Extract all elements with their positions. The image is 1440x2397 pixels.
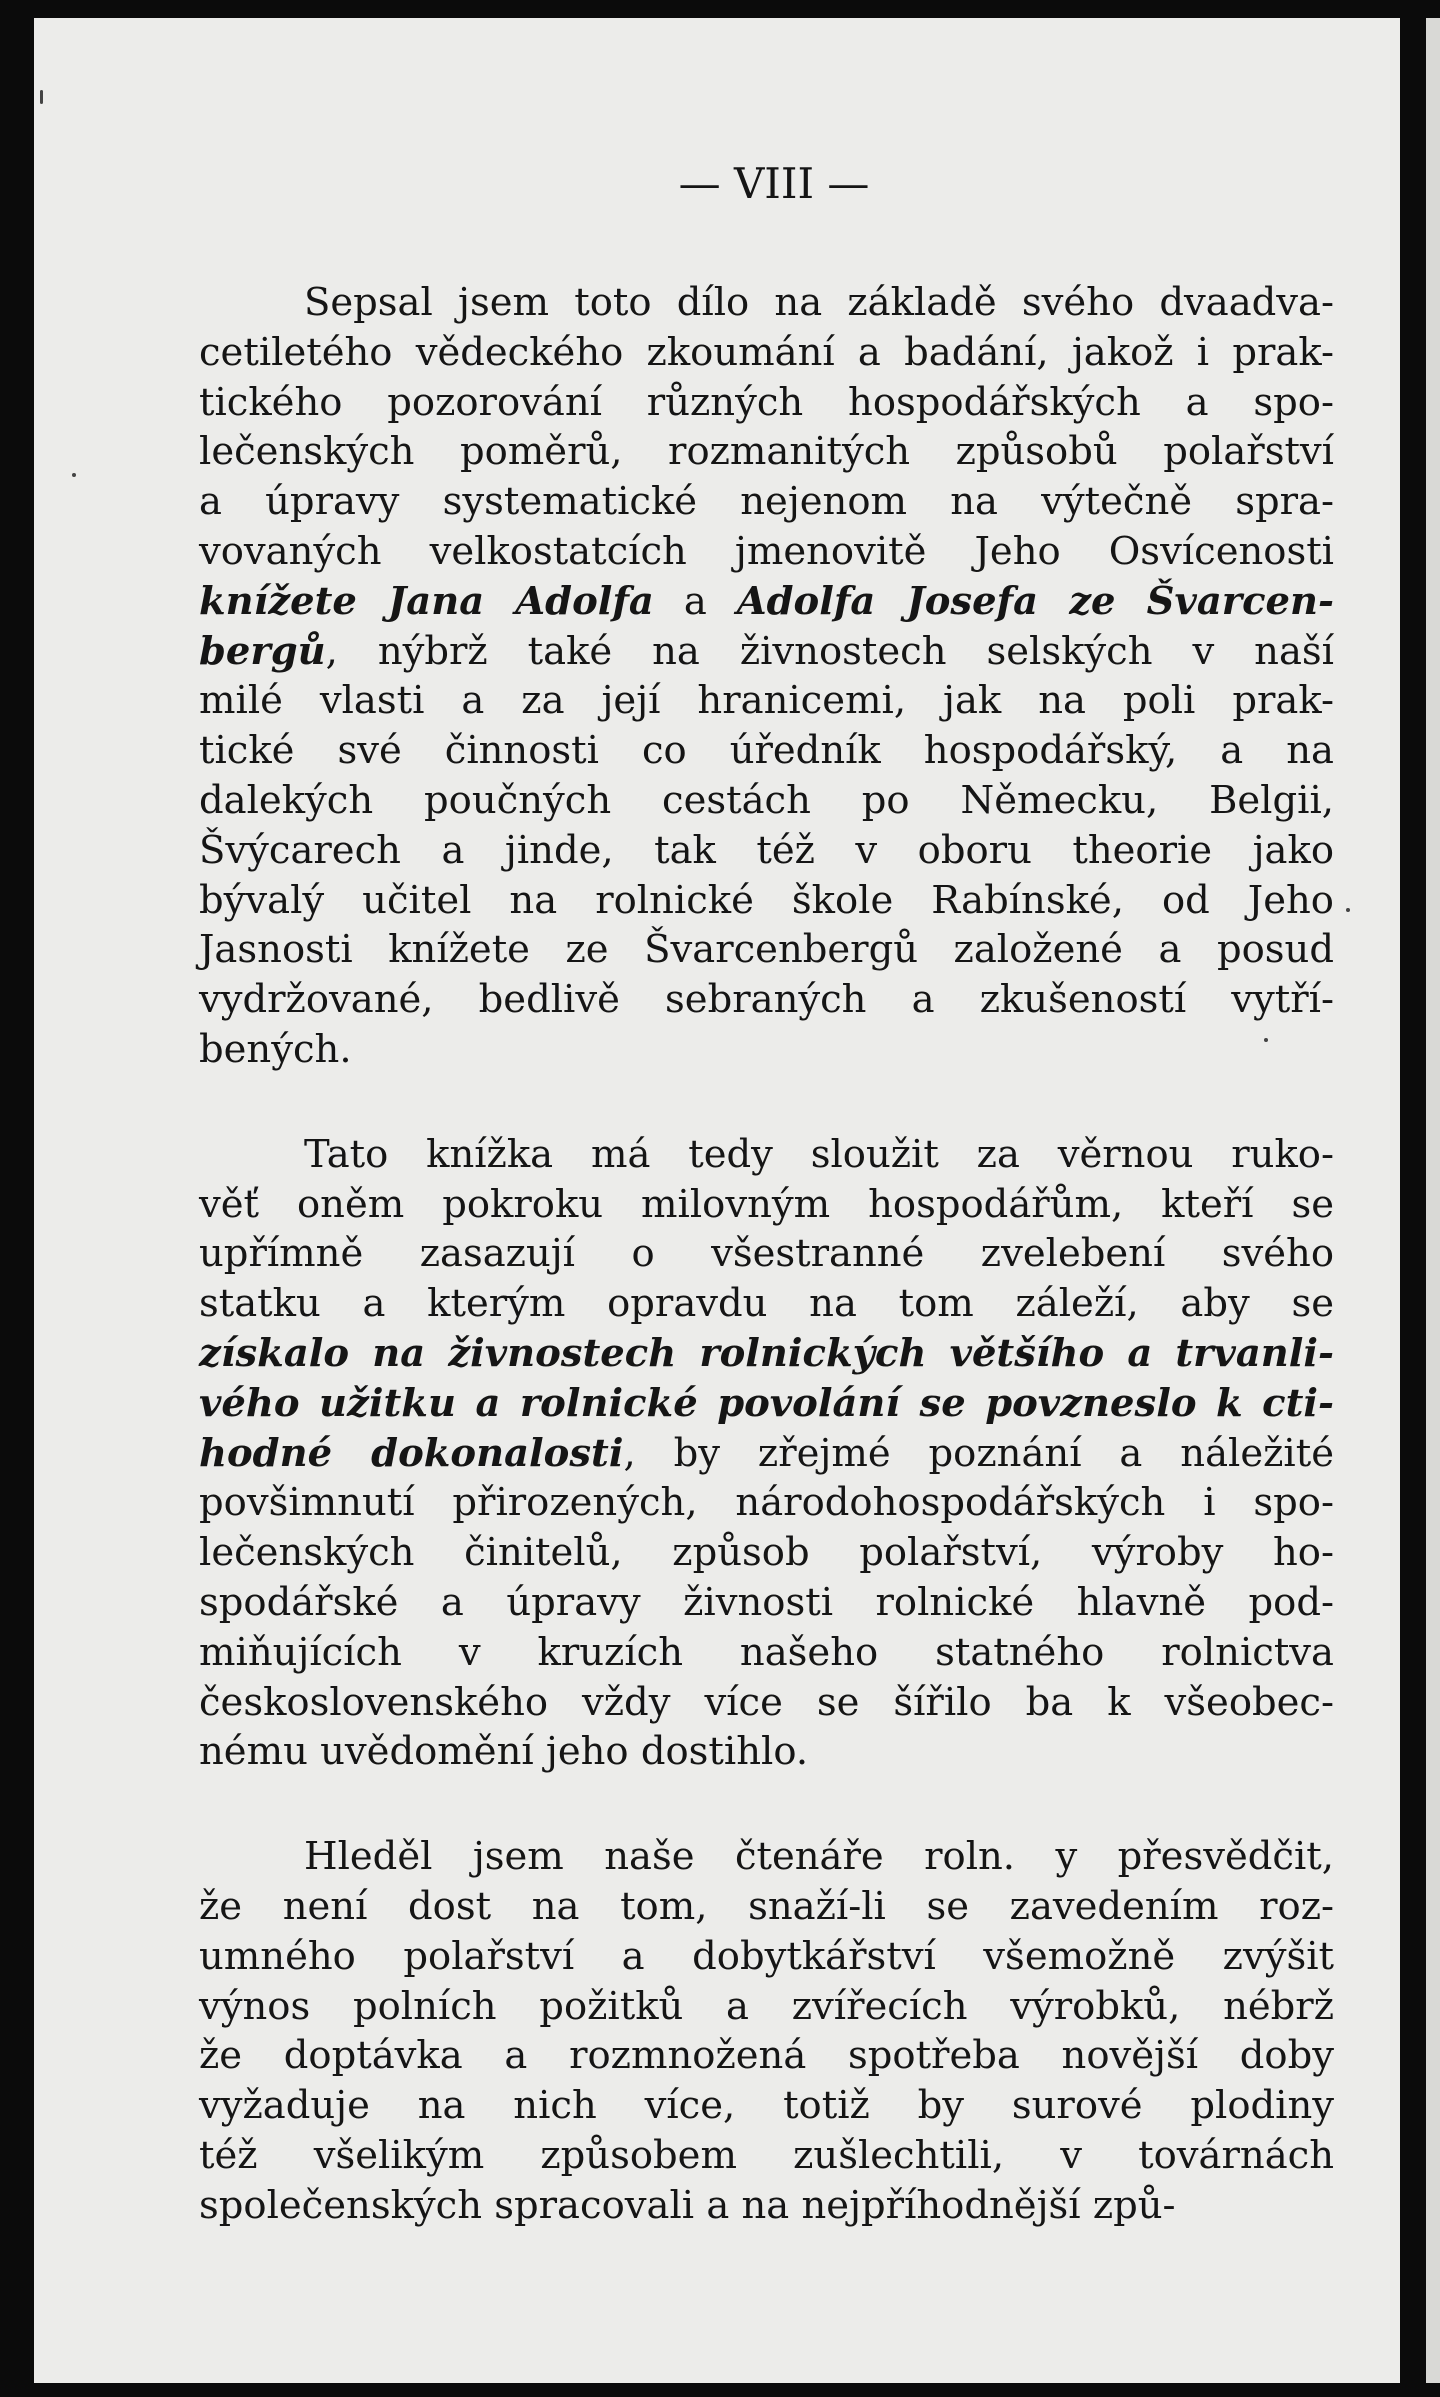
paragraph xyxy=(199,1832,1334,2230)
text-line xyxy=(199,577,1334,627)
text-line xyxy=(199,1478,1334,1528)
text-line xyxy=(199,1628,1334,1678)
text-line xyxy=(199,1180,1334,1230)
text-run: Švýcarech a jinde, tak též v oboru theorie jako xyxy=(199,827,1334,873)
text-line xyxy=(199,1727,1334,1777)
text-line xyxy=(199,1025,1334,1075)
text-run: , by zřejmé poznání a náležité xyxy=(623,1430,1334,1476)
text-line xyxy=(199,1882,1334,1932)
text-line xyxy=(199,1982,1334,2032)
text-run: upřímně zasazují o všestranné zvelebení svého xyxy=(199,1231,1334,1277)
text-run: a xyxy=(653,578,737,624)
text-run: že není dost na tom, snaží-li se zavedením roz- xyxy=(199,1883,1334,1929)
text-run: cetiletého vědeckého zkoumání a badání, jakož i prak- xyxy=(199,329,1334,375)
text-run: věť oněm pokroku milovným hospodářům, kteří se xyxy=(199,1181,1334,1227)
text-run: československého vždy více se šířilo ba k všeobec- xyxy=(199,1679,1334,1725)
text-run: dalekých poučných cestách po Německu, Belgii, xyxy=(199,777,1334,823)
text-run: tické své činnosti co úředník hospodářský, a na xyxy=(199,728,1334,774)
text-line xyxy=(199,1329,1334,1379)
text-run: povšimnutí přirozených, národohospodářských i spo- xyxy=(199,1480,1334,1526)
text-line xyxy=(199,1932,1334,1982)
text-line xyxy=(199,975,1334,1025)
text-line xyxy=(199,278,1334,328)
text-run: bených. xyxy=(199,1026,352,1072)
text-run: a úpravy systematické nejenom na výtečně spra- xyxy=(199,479,1334,525)
text-line xyxy=(199,627,1334,677)
paragraph xyxy=(199,1130,1334,1777)
paragraph-gap xyxy=(199,1777,1334,1832)
text-run: společenských spracovali a na nejpříhodnější způ- xyxy=(199,2182,1176,2228)
text-line xyxy=(199,1130,1334,1180)
page-text xyxy=(199,158,1334,2230)
paragraph xyxy=(199,278,1334,1075)
print-speck xyxy=(1346,908,1350,912)
text-run: lečenských poměrů, rozmanitých způsobů polařství xyxy=(199,429,1334,475)
emphasized-text: získalo na živnostech rolnických většího a trvanli- xyxy=(199,1330,1334,1376)
emphasized-text: vého užitku a rolnické povolání se povzneslo k cti- xyxy=(199,1380,1334,1426)
text-run: vydržované, bedlivě sebraných a zkušeností vytří- xyxy=(199,977,1334,1023)
text-line xyxy=(199,2131,1334,2181)
text-line xyxy=(199,1678,1334,1728)
text-line xyxy=(199,1578,1334,1628)
text-run: Sepsal jsem toto dílo na základě svého dvaadva- xyxy=(304,280,1334,325)
text-line xyxy=(199,1528,1334,1578)
text-line xyxy=(199,826,1334,876)
text-line xyxy=(199,2081,1334,2131)
text-run: statku a kterým opravdu na tom záleží, aby se xyxy=(199,1281,1334,1327)
emphasized-text: bergů xyxy=(199,628,326,674)
text-run: umného polařství a dobytkářství všemožně zvýšit xyxy=(199,1933,1334,1979)
text-line xyxy=(199,876,1334,926)
text-line xyxy=(199,776,1334,826)
text-run: milé vlasti a za její hranicemi, jak na poli prak- xyxy=(199,678,1334,724)
paragraph-gap xyxy=(199,1075,1334,1130)
text-run: miňujících v kruzích našeho statného rolnictva xyxy=(199,1629,1334,1675)
emphasized-text: knížete Jana Adolfa xyxy=(199,578,654,624)
text-line xyxy=(199,1229,1334,1279)
text-line xyxy=(199,328,1334,378)
text-line xyxy=(199,1379,1334,1429)
text-run: , nýbrž také na živnostech selských v naší xyxy=(325,628,1334,674)
text-run: že doptávka a rozmnožená spotřeba novější doby xyxy=(199,2033,1334,2079)
book-page xyxy=(34,18,1400,2383)
text-line xyxy=(199,2181,1334,2231)
text-line xyxy=(199,477,1334,527)
text-run: Tato knížka má tedy sloužit za věrnou ruko- xyxy=(304,1131,1334,1177)
text-line xyxy=(199,1279,1334,1329)
text-run: lečenských činitelů, způsob polařství, výroby ho- xyxy=(199,1530,1334,1576)
text-run: tického pozorování různých hospodářských a spo- xyxy=(199,379,1334,425)
text-run: Hleděl jsem naše čtenáře roln. y přesvědčit, xyxy=(304,1834,1334,1880)
text-line xyxy=(199,378,1334,428)
text-line xyxy=(199,427,1334,477)
print-speck xyxy=(72,473,76,477)
text-line xyxy=(199,1429,1334,1479)
text-run: vyžaduje na nich více, totiž by surové plodiny xyxy=(199,2083,1334,2129)
text-run: spodářské a úpravy živnosti rolnické hlavně pod- xyxy=(199,1579,1334,1625)
text-line xyxy=(199,676,1334,726)
text-line xyxy=(199,2031,1334,2081)
emphasized-text: hodné dokonalosti xyxy=(199,1430,624,1476)
text-run: vovaných velkostatcích jmenovitě Jeho Osvícenosti xyxy=(199,528,1334,574)
text-run: výnos polních požitků a zvířecích výrobků, nébrž xyxy=(199,1983,1334,2029)
text-run: též všelikým způsobem zušlechtili, v továrnách xyxy=(199,2132,1334,2178)
text-line xyxy=(199,1832,1334,1882)
text-run: Jasnosti knížete ze Švarcenbergů založené a posud xyxy=(199,927,1334,973)
print-speck xyxy=(40,90,43,104)
page-number: — VIII — xyxy=(678,159,870,208)
emphasized-text: Adolfa Josefa ze Švarcen- xyxy=(736,578,1334,624)
text-line xyxy=(199,726,1334,776)
text-line xyxy=(199,527,1334,577)
text-run: nému uvědomění jeho dostihlo. xyxy=(199,1729,809,1775)
next-page-edge xyxy=(1426,18,1440,2383)
text-line xyxy=(199,925,1334,975)
text-run: bývalý učitel na rolnické škole Rabínské, od Jeho xyxy=(199,877,1334,923)
